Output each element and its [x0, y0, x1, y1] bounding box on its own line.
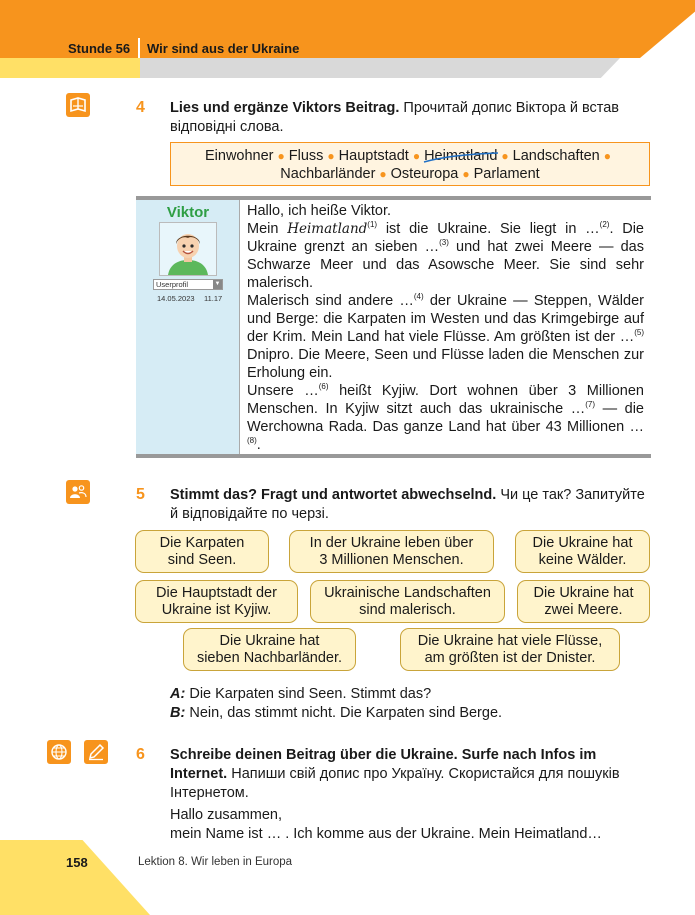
gap-number: (4) [413, 292, 424, 301]
gap-number: (3) [439, 238, 449, 247]
lesson-title: Wir sind aus der Ukraine [147, 41, 300, 56]
post-body [247, 202, 644, 454]
task6-instruction-de: Schreibe deinen Beitrag über die Ukraine. Surfe nach Infos im Internet. [170, 747, 597, 782]
gap-number: (2) [599, 220, 610, 229]
task-number-5: 5 [136, 486, 145, 503]
post-username: Viktor [166, 204, 210, 221]
word-item: Parlament [473, 166, 540, 182]
task-number-4: 4 [136, 99, 145, 116]
word-item: Einwohner [205, 148, 274, 164]
post-text: Hallo, ich heiße Viktor. [247, 203, 391, 219]
task5-instruction-ua: Чи це так? Запитуйте й відповідайте по черзі. [170, 487, 645, 522]
statement-bubble [515, 530, 650, 573]
statement-line: Ukraine ist Kyjiw. [161, 601, 272, 618]
task5-instruction-de: Stimmt das? Fragt und antwortet abwechselnd. [170, 487, 497, 503]
statement-bubble [310, 580, 505, 623]
word-item: Landschaften [512, 148, 600, 164]
header-gray-strip [140, 58, 620, 78]
post-text: . [256, 437, 261, 453]
post-text: Malerisch sind andere … [247, 293, 414, 309]
statement-line: Die Ukraine hat [219, 632, 320, 649]
post-time: 11.17 [204, 294, 223, 303]
post-date: 14.05.2023 [157, 294, 195, 303]
post-text: Unsere … [247, 383, 319, 399]
userprofile-dropdown[interactable] [153, 279, 223, 290]
post-paragraph [247, 220, 644, 292]
statement-line: Die Ukraine hat [533, 584, 634, 601]
speaker-a: A: [170, 686, 186, 702]
statement-line: sieben Nachbarländer. [196, 649, 343, 666]
avatar [159, 222, 217, 276]
bullet-dot: ● [462, 167, 470, 181]
post-text: ist die Ukraine. Sie liegt in … [377, 221, 600, 237]
bullet-dot: ● [277, 149, 285, 163]
post-text: . Die Ukraine grenzt an sieben … [247, 221, 644, 255]
gap-number: (7) [585, 400, 596, 409]
statement-bubble [400, 628, 620, 671]
post-paragraph [247, 292, 644, 382]
statement-bubble [289, 530, 494, 573]
statement-line: Die Hauptstadt der [156, 584, 277, 601]
dialog-line-b [170, 704, 502, 723]
statement-line: Ukrainische Landschaften [324, 584, 491, 601]
gap-number: (6) [318, 382, 329, 391]
statement-line: In der Ukraine leben über [309, 534, 474, 551]
task4-instruction-de: Lies und ergänze Viktors Beitrag. [170, 100, 400, 116]
bullet-dot: ● [379, 167, 387, 181]
header-separator [138, 38, 140, 58]
task5-instruction [170, 486, 652, 524]
post-paragraph [247, 202, 644, 220]
task6-instruction-ua: Напиши свій допис про Україну. Скористайся для пошуків Інтернетом. [170, 766, 620, 801]
statement-line: zwei Meere. [544, 601, 623, 618]
statement-line: am größten ist der Dnister. [424, 649, 596, 666]
word-item: Hauptstadt [338, 148, 409, 164]
dialog-text: Nein, das stimmt nicht. Die Karpaten sind Berge. [185, 705, 503, 721]
task-number-6: 6 [136, 746, 145, 763]
gap-number: (5) [634, 328, 644, 337]
book-icon [66, 93, 90, 117]
bullet-dot: ● [412, 149, 421, 163]
pencil-icon [84, 740, 108, 764]
post-text: Dnipro. Die Meere, Seen und Flüsse laden die Menschen zur Erholung ein. [247, 347, 644, 381]
post-text: und hat zwei Meere — das Schwarze Meer und das Asowsche Meer. Sie sind sehr malerisch. [247, 239, 644, 291]
word-item-crossed [424, 148, 497, 164]
word-item: Heimatland [424, 148, 498, 164]
footer-yellow-block [0, 840, 150, 915]
task6-instruction [170, 746, 652, 803]
dialog-line-a [170, 685, 431, 704]
statement-bubble [517, 580, 650, 623]
statement-line: Die Karpaten [159, 534, 245, 551]
statement-line: 3 Millionen Menschen. [319, 551, 464, 568]
sample-line-1: Hallo zusammen, [170, 807, 283, 823]
sample-line-2: mein Name ist … . Ich komme aus der Ukraine. Mein Heimatland… [170, 826, 602, 842]
statement-bubble [135, 580, 298, 623]
task4-instruction [170, 99, 650, 137]
post-text: der Ukraine — Steppen, Wälder und Berge: die Karpaten im Westen und das Krimgebirge auf der Krim. Mein Land hat viele Flüsse. Am größten ist der … [247, 293, 644, 345]
post-bottom-border [136, 454, 651, 458]
bullet-dot: ● [327, 149, 335, 163]
word-box [170, 142, 650, 186]
handwritten-answer: Heimatland [287, 221, 368, 237]
pair-work-icon [66, 480, 90, 504]
post-text: Mein [247, 221, 279, 237]
lesson-number: Stunde 56 [68, 41, 131, 56]
globe-icon [47, 740, 71, 764]
statement-bubble [183, 628, 356, 671]
speaker-b: B: [170, 705, 186, 721]
post-text: — die Werchowna Rada. Das ganze Land hat über 43 Millionen … [247, 401, 644, 435]
statement-line: sind Seen. [167, 551, 237, 568]
dialog-text: Die Karpaten sind Seen. Stimmt das? [185, 686, 432, 702]
footer-lesson: Lektion 8. Wir leben in Europa [138, 856, 293, 868]
post-paragraph [247, 382, 644, 454]
page-number: 158 [66, 855, 88, 870]
bullet-dot: ● [501, 149, 509, 163]
statement-line: Die Ukraine hat viele Flüsse, [417, 632, 603, 649]
statement-line: Die Ukraine hat [532, 534, 633, 551]
statement-line: sind malerisch. [359, 601, 456, 618]
chevron-down-icon: ▼ [214, 281, 221, 287]
word-item: Fluss [288, 148, 324, 164]
bullet-dot: ● [603, 149, 611, 163]
userprofile-label: Userprofil [156, 280, 189, 289]
gap-number: (1) [367, 220, 378, 229]
post-text: heißt Kyjiw. Dort wohnen über 3 Millionen Menschen. In Kyjiw sitzt auch das ukrainische … [247, 383, 644, 417]
strikethrough-icon [422, 151, 500, 165]
gap-number: (8) [247, 436, 257, 445]
word-item: Nachbarländer [280, 166, 376, 182]
statement-bubble [135, 530, 269, 573]
task4-instruction-ua: Прочитай допис Віктора й встав відповідні слова. [170, 100, 619, 135]
statement-line: keine Wälder. [538, 551, 627, 568]
word-item: Osteuropa [390, 166, 459, 182]
